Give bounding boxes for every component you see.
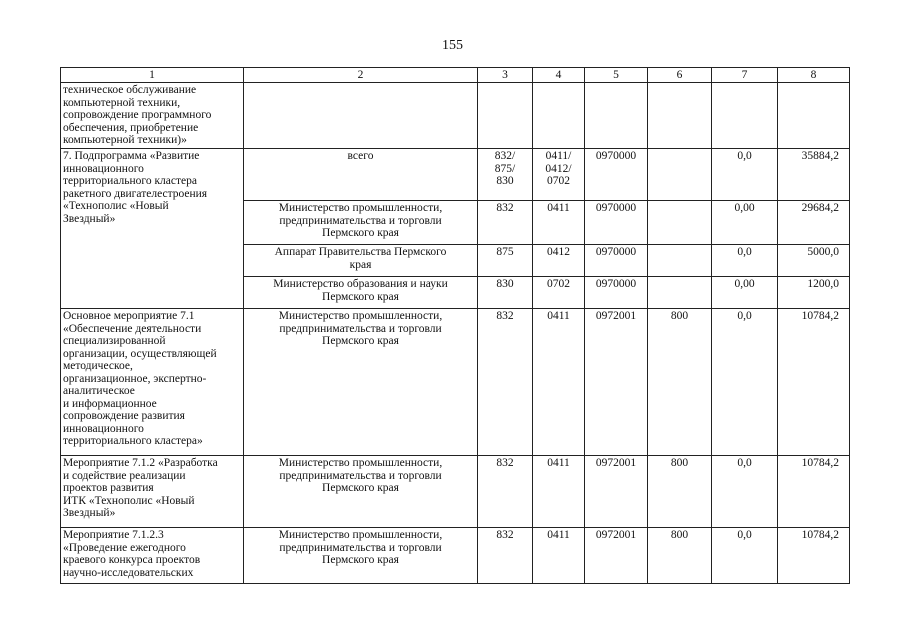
target-article-cell: 0970000 bbox=[585, 149, 648, 201]
value-cell: 0,0 bbox=[712, 245, 778, 277]
section-cell: 0411 bbox=[533, 528, 585, 584]
table-row bbox=[61, 309, 850, 456]
expense-type-cell: 800 bbox=[648, 309, 712, 456]
executor-cell: Аппарат Правительства Пермского края bbox=[244, 245, 478, 277]
executor-cell: Министерство промышленности, предпринимательства и торговли Пермского края bbox=[244, 309, 478, 456]
value-cell: 0,0 bbox=[712, 528, 778, 584]
table-row bbox=[61, 528, 850, 584]
activity-cell: Мероприятие 7.1.2.3 «Проведение ежегодного краевого конкурса проектов научно-исследовательских bbox=[61, 528, 244, 584]
column-header: 5 bbox=[585, 68, 648, 83]
executor-cell: Министерство образования и науки Пермского края bbox=[244, 277, 478, 309]
amount-cell: 10784,2 bbox=[778, 456, 850, 528]
activity-cell: техническое обслуживание компьютерной техники, сопровождение программного обеспечения, приобретение компьютерной техники)» bbox=[61, 83, 244, 149]
expense-type-cell: 800 bbox=[648, 456, 712, 528]
code-cell: 832 bbox=[478, 309, 533, 456]
expense-type-cell bbox=[648, 201, 712, 245]
executor-cell: Министерство промышленности, предпринимательства и торговли Пермского края bbox=[244, 528, 478, 584]
amount-cell: 1200,0 bbox=[778, 277, 850, 309]
value-cell: 0,00 bbox=[712, 201, 778, 245]
table-row bbox=[61, 149, 850, 201]
value-cell: 0,00 bbox=[712, 277, 778, 309]
section-cell: 0411 bbox=[533, 456, 585, 528]
value-cell bbox=[712, 83, 778, 149]
page-number: 155 bbox=[442, 38, 463, 53]
amount-cell: 5000,0 bbox=[778, 245, 850, 277]
expense-type-cell bbox=[648, 83, 712, 149]
code-cell: 875 bbox=[478, 245, 533, 277]
executor-cell: всего bbox=[244, 149, 478, 201]
amount-cell: 10784,2 bbox=[778, 309, 850, 456]
target-article-cell: 0972001 bbox=[585, 528, 648, 584]
code-cell: 832 bbox=[478, 456, 533, 528]
target-article-cell: 0972001 bbox=[585, 309, 648, 456]
activity-cell: 7. Подпрограмма «Развитие инновационного территориального кластера ракетного двигателестроения «Технополис «Новый Звездный» bbox=[61, 149, 244, 309]
amount-cell: 29684,2 bbox=[778, 201, 850, 245]
column-header: 1 bbox=[61, 68, 244, 83]
executor-cell bbox=[244, 83, 478, 149]
column-header: 4 bbox=[533, 68, 585, 83]
section-cell bbox=[533, 83, 585, 149]
budget-table bbox=[60, 67, 850, 584]
expense-type-cell bbox=[648, 277, 712, 309]
target-article-cell: 0970000 bbox=[585, 245, 648, 277]
activity-cell: Основное мероприятие 7.1 «Обеспечение деятельности специализированной организации, осуществляющей методическое, организационное, экспертно- аналитическое и информационное сопровождение развития инновационного территориального кластера» bbox=[61, 309, 244, 456]
executor-cell: Министерство промышленности, предпринимательства и торговли Пермского края bbox=[244, 456, 478, 528]
column-header: 7 bbox=[712, 68, 778, 83]
table-row bbox=[61, 83, 850, 149]
target-article-cell: 0970000 bbox=[585, 201, 648, 245]
expense-type-cell bbox=[648, 149, 712, 201]
section-cell: 0411 bbox=[533, 201, 585, 245]
column-header: 6 bbox=[648, 68, 712, 83]
table-row bbox=[61, 456, 850, 528]
section-cell: 0411/ 0412/ 0702 bbox=[533, 149, 585, 201]
section-cell: 0411 bbox=[533, 309, 585, 456]
amount-cell: 10784,2 bbox=[778, 528, 850, 584]
code-cell bbox=[478, 83, 533, 149]
section-cell: 0702 bbox=[533, 277, 585, 309]
amount-cell bbox=[778, 83, 850, 149]
target-article-cell: 0972001 bbox=[585, 456, 648, 528]
code-cell: 832/ 875/ 830 bbox=[478, 149, 533, 201]
value-cell: 0,0 bbox=[712, 149, 778, 201]
value-cell: 0,0 bbox=[712, 309, 778, 456]
section-cell: 0412 bbox=[533, 245, 585, 277]
column-header: 3 bbox=[478, 68, 533, 83]
target-article-cell bbox=[585, 83, 648, 149]
column-header: 2 bbox=[244, 68, 478, 83]
amount-cell: 35884,2 bbox=[778, 149, 850, 201]
executor-cell: Министерство промышленности, предпринимательства и торговли Пермского края bbox=[244, 201, 478, 245]
code-cell: 832 bbox=[478, 528, 533, 584]
value-cell: 0,0 bbox=[712, 456, 778, 528]
target-article-cell: 0970000 bbox=[585, 277, 648, 309]
code-cell: 830 bbox=[478, 277, 533, 309]
activity-cell: Мероприятие 7.1.2 «Разработка и содействие реализации проектов развития ИТК «Технополис «Новый Звездный» bbox=[61, 456, 244, 528]
expense-type-cell: 800 bbox=[648, 528, 712, 584]
column-header: 8 bbox=[778, 68, 850, 83]
code-cell: 832 bbox=[478, 201, 533, 245]
expense-type-cell bbox=[648, 245, 712, 277]
table-header-row bbox=[61, 68, 850, 83]
